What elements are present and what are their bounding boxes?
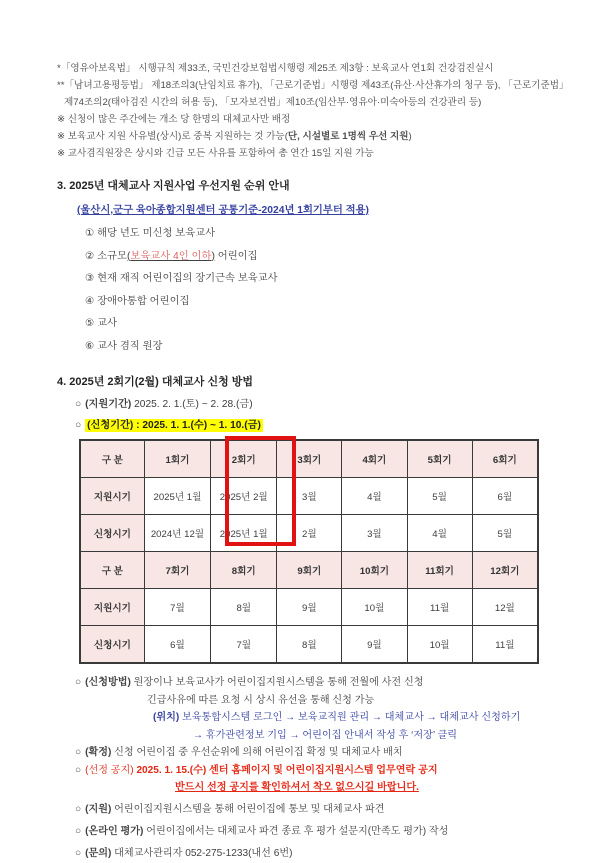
bullet-icon: ○ [75,399,82,410]
table-header-cell: 8회기 [211,552,277,589]
table-header-cell: 3회기 [277,440,342,478]
method-text: 어린이집에서는 대체교사 파견 종료 후 평가 설문지(만족도 평가) 작성 [143,826,449,837]
table-cell: 4월 [407,515,472,552]
item2-red-text: 보육교사 4인 이하 [130,250,212,262]
method-line-confirm [75,744,570,762]
table-cell: 3월 [277,478,342,515]
table-header-row [80,440,538,478]
schedule-table [79,439,539,664]
table-header-row [80,552,538,589]
apply-period-highlight: (신청기간) : 2025. 1. 1.(수) ~ 1. 10.(금) [87,420,261,431]
note-line [57,128,570,145]
method-text: 원장이나 보육교사가 어린이집지원시스템을 통해 전월에 사전 신청 [130,677,424,688]
table-header-cell: 10회기 [342,552,407,589]
table-header-cell: 11회기 [407,552,472,589]
section4-title: 4. 2025년 2회기(2월) 대체교사 신청 방법 [57,376,253,388]
priority-item-1: ① 해당 년도 미신청 보육교사 [85,228,216,239]
method-text-red: 2025. 1. 15.(수) 센터 홈페이지 및 어린이집지원시스템 업무연락 공지 [133,764,438,776]
location-text: 보육통합시스템 로그인 → 보육교직원 관리 → 대체교사 → 대체교사 신청하기 [179,712,521,723]
priority-list [85,223,570,358]
support-period-label: (지원기간) [85,399,132,410]
method-text: 신청 어린이집 중 우선순위에 의해 어린이집 확정 및 대체교사 배치 [111,747,403,758]
method-block [57,674,570,863]
table-row-label: 지원시기 [80,589,144,626]
table-cell: 7월 [144,589,210,626]
table-header-cell: 5회기 [407,440,472,478]
table-row [80,626,538,664]
method-label: (문의) [85,848,112,859]
bullet-icon: ○ [75,848,82,859]
table-header-cell: 7회기 [144,552,210,589]
bullet-icon: ○ [75,804,82,815]
table-cell: 10월 [342,589,407,626]
method-label: (지원) [85,804,112,815]
footnote-block [57,60,570,162]
table-row [80,589,538,626]
bullet-icon: ○ [75,826,82,837]
table-header-cell: 구 분 [80,440,144,478]
table-header-cell: 12회기 [472,552,538,589]
priority-item-4: ④ 장애아통합 어린이집 [85,295,190,307]
method-text: 어린이집지원시스템을 통해 어린이집에 통보 및 대체교사 파견 [111,804,385,815]
item2-underlined [127,251,215,262]
table-cell: 9월 [277,589,342,626]
table-cell: 9월 [342,626,407,664]
method-line-announce [75,762,570,780]
table-cell: 6월 [472,478,538,515]
note-line: ※ 교사겸직원장은 상시와 긴급 모든 사유를 포함하여 총 연간 15일 지원 가능 [57,148,374,159]
table-cell: 7월 [211,626,277,664]
table-cell: 5월 [472,515,538,552]
table-row-label: 신청시기 [80,515,144,552]
note-bold-text: 단, 시설별로 1명씩 우선 지원 [287,131,409,142]
item2-post: 어린이집 [214,250,258,262]
table-cell: 8월 [211,589,277,626]
table-header-cell: 9회기 [277,552,342,589]
schedule-table-wrap [79,439,539,664]
table-cell: 2025년 1월 [144,478,210,515]
priority-item-5: ⑤ 교사 [85,318,117,329]
bullet-icon: ○ [75,420,82,431]
table-row-label: 신청시기 [80,626,144,664]
table-cell: 2025년 2월 [211,478,277,515]
table-cell: 5월 [407,478,472,515]
method-line-contact [75,845,570,863]
table-cell: 12월 [472,589,538,626]
priority-item-3: ③ 현재 재직 어린이집의 장기근속 보육교사 [85,273,278,284]
table-row-label: 지원시기 [80,478,144,515]
note-line: ※ 신청이 많은 주간에는 개소 당 한명의 대체교사만 배정 [57,114,291,125]
support-period-line [75,395,570,410]
bullet-icon: ○ [75,764,82,776]
priority-item-6: ⑥ 교사 겸직 원장 [85,340,163,352]
method-line-location2: → 휴가관련정보 기입 → 어린이집 안내서 작성 후 ‘저장’ 클릭 [193,729,458,741]
location-label: (위치) [153,712,180,723]
table-cell: 11월 [407,589,472,626]
table-row [80,515,538,552]
table-header-cell: 1회기 [144,440,210,478]
table-cell: 3월 [342,515,407,552]
apply-period-line [75,416,570,431]
table-cell: 2024년 12월 [144,515,210,552]
table-cell: 4월 [342,478,407,515]
method-line-location [153,709,570,727]
method-text: 대체교사관리자 052-275-1233(내선 6번) [111,848,293,859]
note-text: ) [408,131,412,142]
table-cell: 2월 [277,515,342,552]
method-label: (선정 공지) [85,764,134,776]
footnote-line: **「남녀고용평등법」 제18조의3(난임치료 휴가), 「근로기준법」시행령 제43조(유산·사산휴가의 청구 등), 「근로기준법」 [57,80,569,91]
method-label: (확정) [85,747,112,758]
section3-title: 3. 2025년 대체교사 지원사업 우선지원 순위 안내 [57,180,290,192]
table-cell: 8월 [277,626,342,664]
table-cell: 6월 [144,626,210,664]
footnote-line: 제74조의2(태아검진 시간의 허용 등), 「모자보건법」제10조(임산부·영유아·미숙아등의 건강관리 등) [64,97,482,108]
method-line-announce2 [175,779,570,797]
table-header-cell: 4회기 [342,440,407,478]
footnote-line: *「영유아보육법」 시행규칙 제33조, 국민건강보험법시행령 제25조 제3항 : 보육교사 연1회 건강검진실시 [57,63,494,74]
method-line-urgent: 긴급사유에 따른 요청 시 상시 유선을 통해 신청 가능 [147,694,375,706]
table-cell: 2025년 1월 [211,515,277,552]
table-header-cell: 구 분 [80,552,144,589]
method-label: (신청방법) [85,677,131,688]
table-header-cell: 6회기 [472,440,538,478]
priority-item-2 [85,246,570,269]
table-header-cell: 2회기 [211,440,277,478]
table-cell: 11월 [472,626,538,664]
announce-warning-text: 반드시 선정 공지를 확인하셔서 착오 없으시길 바랍니다. [175,782,419,793]
note-text: ※ 보육교사 지원 사유별(상시)로 중복 지원하는 것 가능( [57,131,288,142]
item2-pre: ② 소규모 [85,250,127,262]
section3-subtitle: (울산시,군구 육아종합지원센터 공통기준-2024년 1회기부터 적용) [77,205,369,216]
item2-paren: ) [211,250,215,262]
method-line-dispatch [75,801,570,819]
support-period-value: 2025. 2. 1.(토) ~ 2. 28.(금) [131,399,253,410]
method-line-evaluation [75,823,570,841]
table-cell: 10월 [407,626,472,664]
method-label: (온라인 평가) [85,826,144,837]
method-line-apply [75,674,570,692]
bullet-icon: ○ [75,677,82,688]
item2-paren: ( [126,250,131,262]
table-row [80,478,538,515]
bullet-icon: ○ [75,747,82,758]
